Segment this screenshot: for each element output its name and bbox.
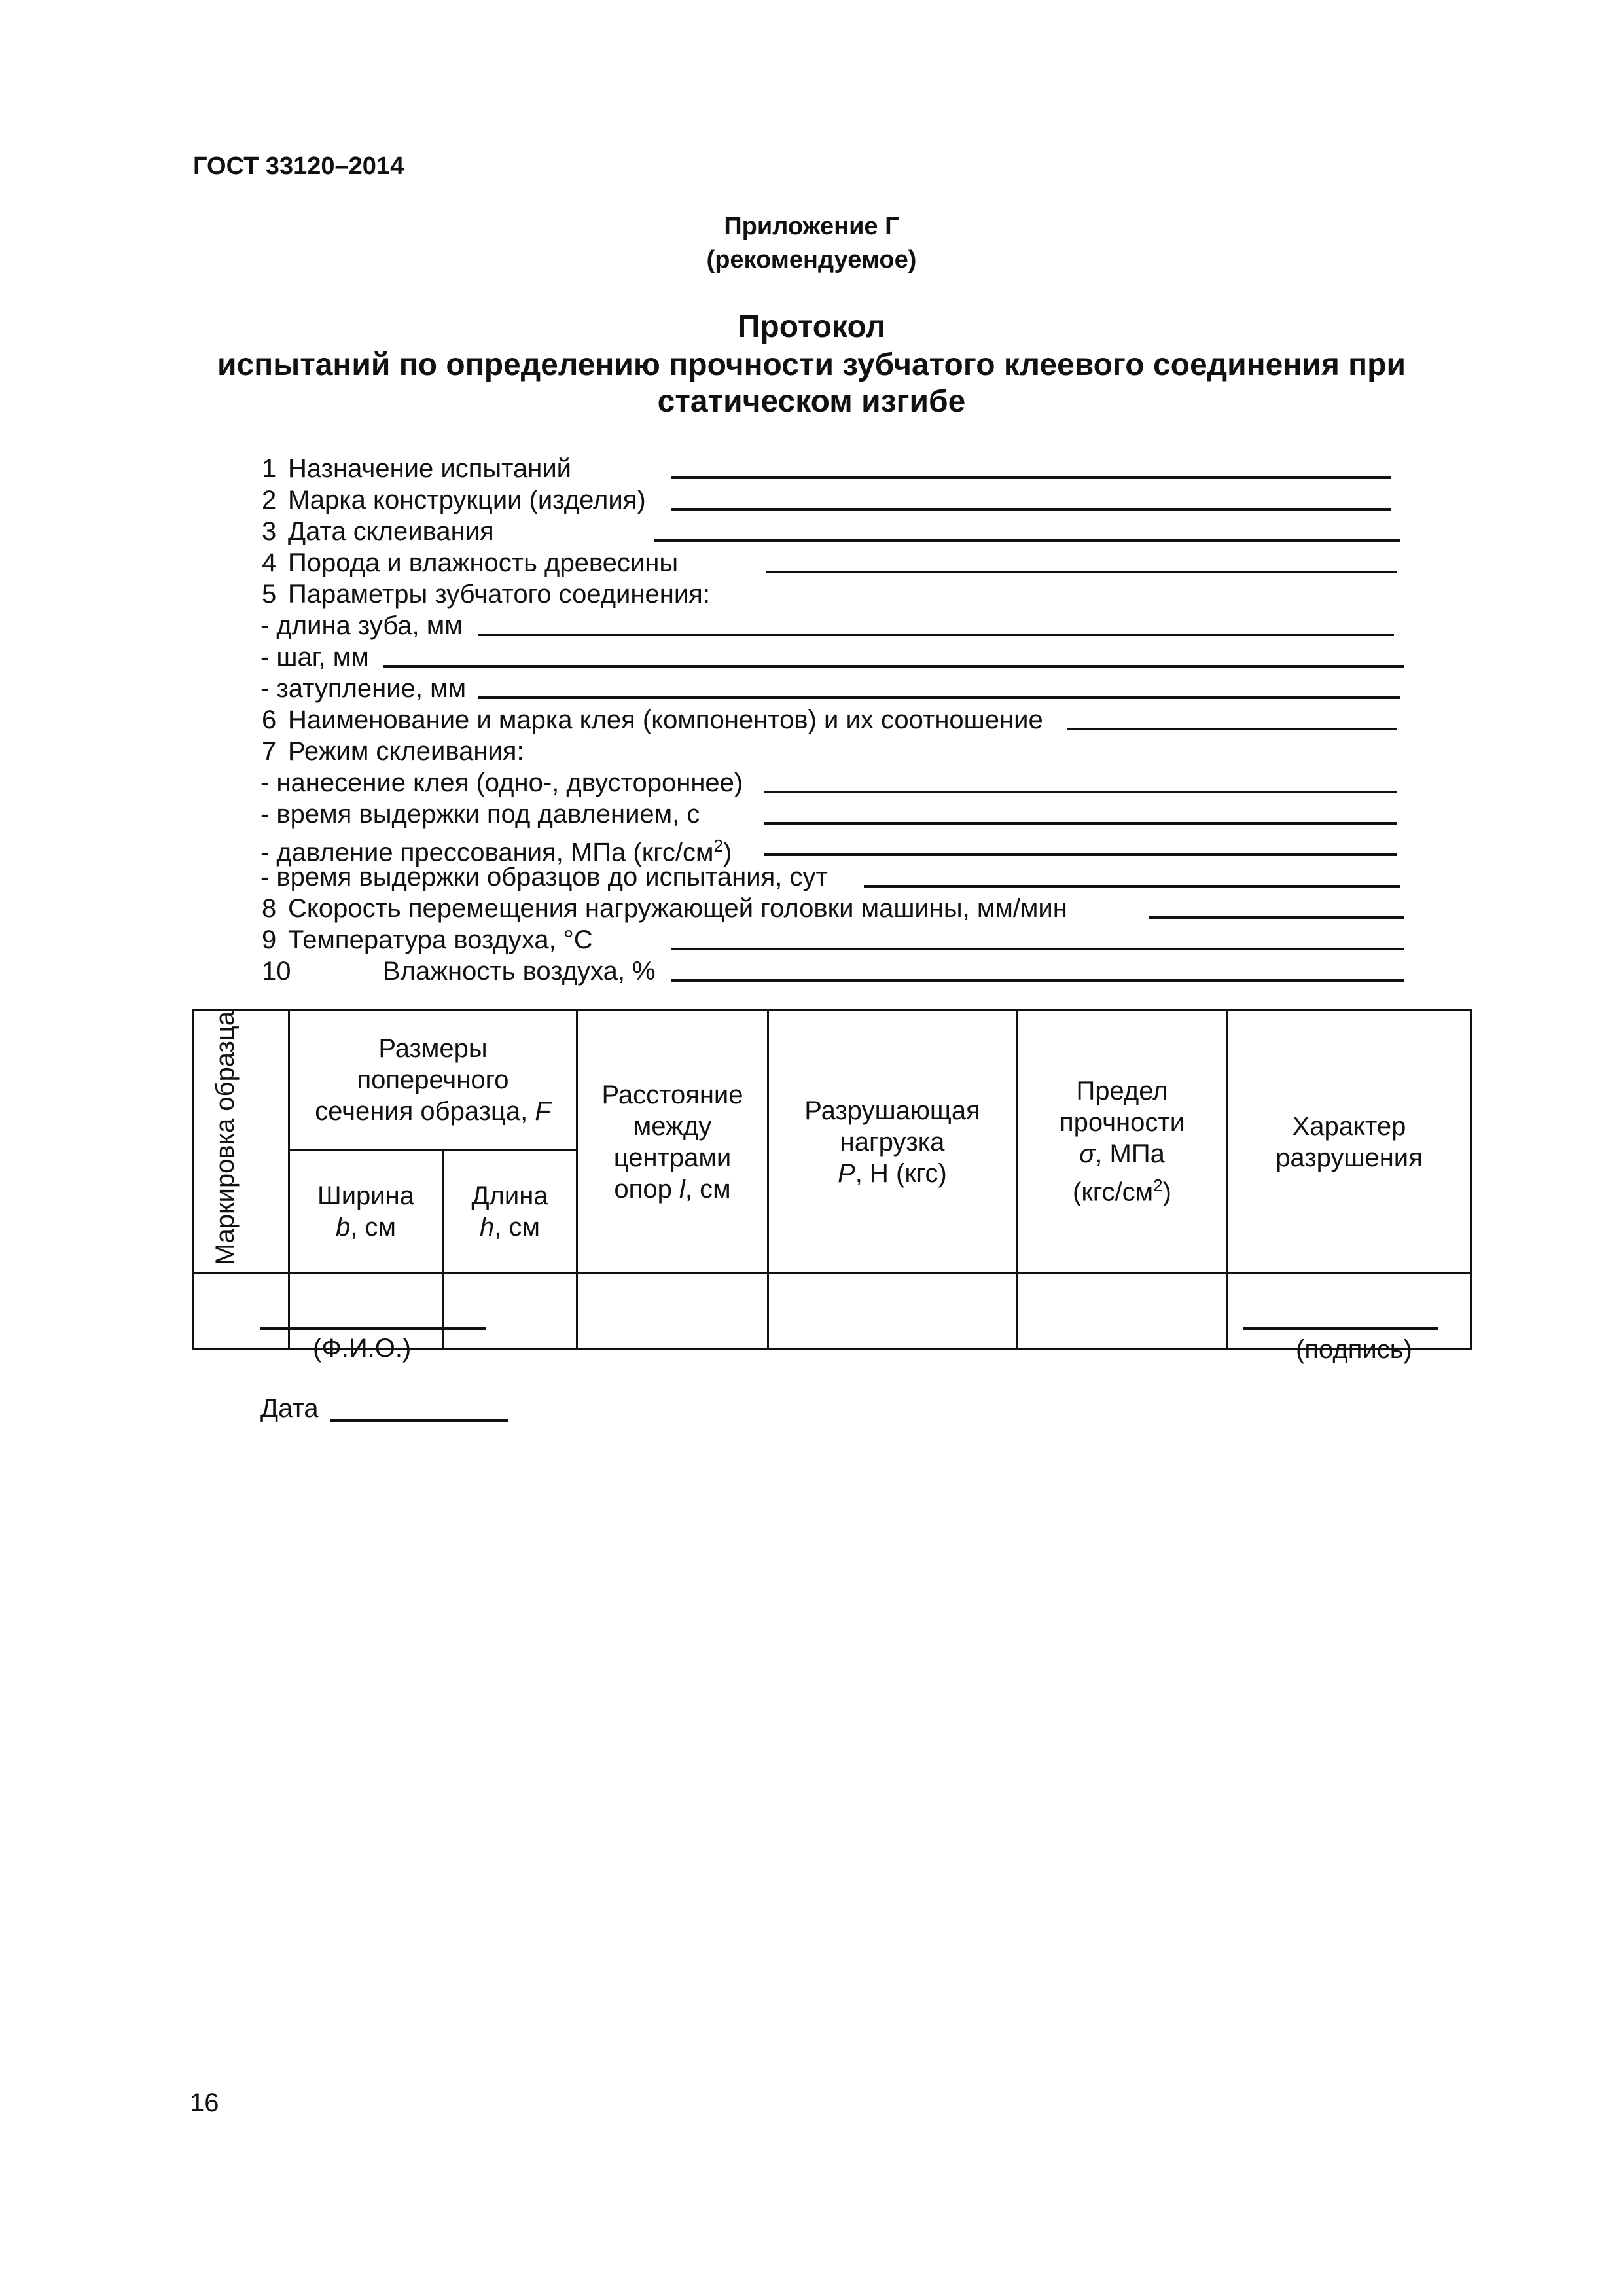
header-width: Ширина b, см [289, 1149, 443, 1274]
field-head-speed-blank[interactable] [1149, 916, 1404, 919]
field-gluing-date-blank[interactable] [654, 539, 1400, 542]
name-signature-line[interactable] [260, 1327, 486, 1330]
header-support-distance: Расстояние между центрами опор l, см [577, 1011, 768, 1274]
protocol-table [192, 1009, 1472, 1350]
field-air-temperature-blank[interactable] [671, 948, 1404, 950]
field-purpose-blank[interactable] [671, 476, 1391, 479]
sign-signature-line[interactable] [1243, 1327, 1438, 1330]
header-cross-section: Размеры поперечного сечения образца, F [289, 1011, 577, 1150]
protocol-subtitle-line2: статическом изгибе [657, 384, 966, 419]
field-wood-species-blank[interactable] [766, 571, 1397, 573]
date-line[interactable] [330, 1419, 508, 1422]
field-bluntness-blank[interactable] [478, 696, 1400, 699]
header-sample-marking: Маркировка образца [193, 1011, 289, 1274]
table-cell[interactable] [768, 1274, 1017, 1350]
sign-label: (подпись) [1296, 1335, 1412, 1364]
appendix-title: Приложение Г [724, 213, 899, 240]
table-cell[interactable] [193, 1274, 289, 1350]
field-pressing-pressure-blank[interactable] [764, 853, 1397, 856]
protocol-subtitle-line1: испытаний по определению прочности зубчатого клеевого соединения при [217, 348, 1406, 382]
field-pitch-blank[interactable] [383, 665, 1404, 668]
table-cell[interactable] [443, 1274, 577, 1350]
field-construction-brand-blank[interactable] [671, 508, 1391, 511]
field-sample-hold-time-blank[interactable] [864, 885, 1400, 888]
date-label: Дата [260, 1394, 319, 1423]
name-label: (Ф.И.О.) [313, 1334, 412, 1363]
field-glue-name-blank[interactable] [1067, 728, 1397, 730]
field-glue-application-blank[interactable] [764, 791, 1397, 793]
header-failure-character: Характер разрушения [1228, 1011, 1471, 1274]
header-strength-limit: Предел прочности σ, МПа $(кгс/см^2)$ [1017, 1011, 1228, 1274]
document-id: ГОСТ 33120–2014 [193, 152, 404, 180]
protocol-title: Протокол [737, 310, 886, 344]
page-number: 16 [190, 2089, 219, 2117]
field-air-humidity-blank[interactable] [671, 979, 1404, 982]
table-cell[interactable] [1017, 1274, 1228, 1350]
table-cell[interactable] [577, 1274, 768, 1350]
field-pressure-time-blank[interactable] [764, 822, 1397, 825]
header-breaking-load: Разрушающая нагрузка P, Н (кгс) [768, 1011, 1017, 1274]
header-length: Длина h, см [443, 1149, 577, 1274]
field-tooth-length-blank[interactable] [478, 634, 1394, 636]
appendix-subtitle: (рекомендуемое) [706, 246, 917, 274]
